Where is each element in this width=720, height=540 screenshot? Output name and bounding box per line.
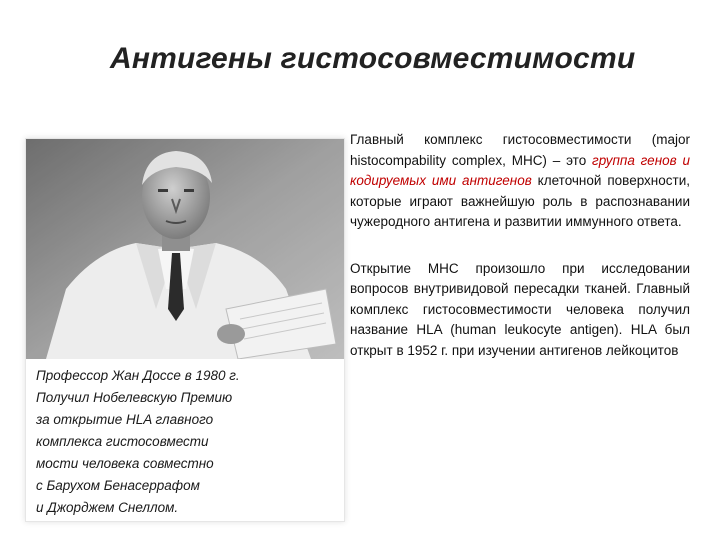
definition-text: Главный комплекс гистосовместимости (major histocompability complex, MHC) – это	[350, 132, 690, 168]
portrait-photo	[26, 139, 344, 359]
mhc-discovery-paragraph: Открытие МНС произошло при исследовании вопросов внутривидовой пересадки тканей. Главный комплекс гистосовместимости человека получил название HLA (human leukocyte antigen). HLA был открыт в 1952 г. при изучении антигенов лейкоцитов	[350, 260, 690, 358]
photo-caption	[36, 365, 326, 519]
caption-line: Получил Нобелевскую Премию	[36, 390, 233, 405]
caption-line: мости человека совместно	[36, 456, 214, 471]
highlighted-definition: группа генов и кодируемых ими антигенов	[350, 152, 691, 188]
text-column	[350, 130, 690, 361]
caption-line: с Барухом Бенасеррафом	[36, 478, 200, 493]
definition-text-end: клеточной поверхности, которые играют важнейшую роль в распознавании чужеродного антигена и развитии иммунного ответа.	[350, 173, 690, 229]
photo-panel	[25, 138, 345, 522]
portrait-illustration	[26, 139, 344, 359]
slide-title: Антигены гистосовместимости	[110, 42, 636, 75]
mhc-definition-paragraph	[350, 130, 690, 233]
caption-line: за открытие HLA главного	[36, 412, 214, 427]
caption-line: и Джорджем Снеллом.	[36, 500, 179, 515]
caption-line: Профессор Жан Доссе в 1980 г.	[36, 368, 240, 383]
caption-line: комплекса гистосовмести	[36, 434, 209, 449]
